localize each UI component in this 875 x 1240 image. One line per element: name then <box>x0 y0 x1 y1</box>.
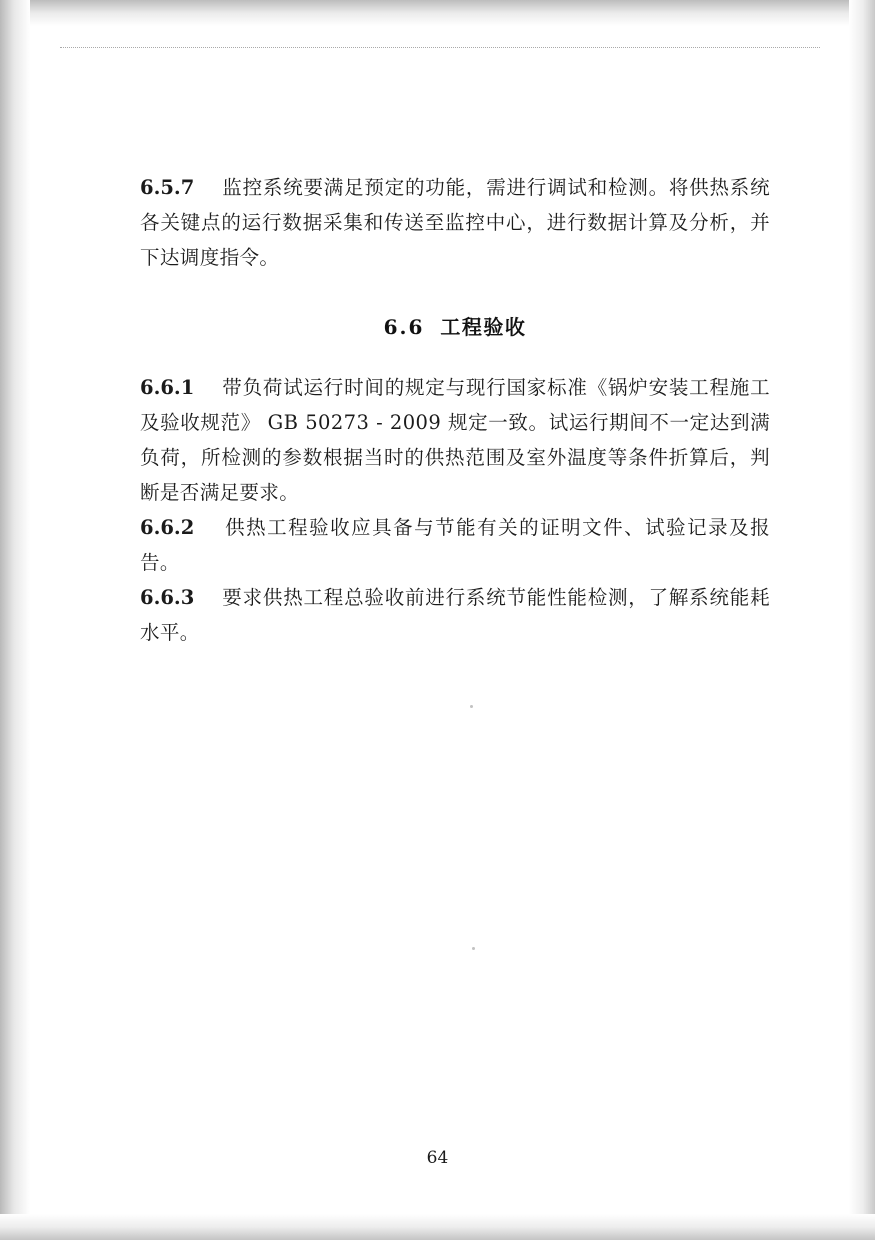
paragraph-6-6-1 <box>140 370 770 510</box>
paragraph-text: 监控系统要满足预定的功能，需进行调试和检测。将供热系统各关键点的运行数据采集和传送至监控中心，进行数据计算及分析，并下达调度指令。 <box>140 176 770 269</box>
section-number: 6.6 <box>383 315 425 339</box>
header-dotted-rule <box>60 47 820 49</box>
paragraph-6-5-7 <box>140 170 770 275</box>
scan-speck <box>472 947 475 950</box>
document-body <box>140 170 770 650</box>
paragraph-number: 6.5.7 <box>140 176 195 199</box>
page-edge-shadow-bottom <box>0 1214 875 1240</box>
paragraph-number: 6.6.2 <box>140 516 195 539</box>
section-title: 工程验收 <box>440 315 527 339</box>
page-edge-shadow-top <box>0 0 875 26</box>
paragraph-text: 供热工程验收应具备与节能有关的证明文件、试验记录及报告。 <box>140 516 770 574</box>
paragraph-number: 6.6.3 <box>140 586 195 609</box>
scan-speck <box>470 705 473 708</box>
paragraph-text: 带负荷试运行时间的规定与现行国家标准《锅炉安装工程施工及验收规范》 GB 50273 - 2009 规定一致。试运行期间不一定达到满负荷，所检测的参数根据当时的供热范围及室外温度等条件折算后，判断是否满足要求。 <box>140 376 770 504</box>
page-edge-shadow-right <box>849 0 875 1240</box>
paragraph-number: 6.6.1 <box>140 376 195 399</box>
paragraph-text: 要求供热工程总验收前进行系统节能性能检测，了解系统能耗水平。 <box>140 586 770 644</box>
section-heading <box>140 311 770 340</box>
paragraph-6-6-2 <box>140 510 770 580</box>
page-edge-shadow-left <box>0 0 30 1240</box>
page-number: 64 <box>426 1148 449 1168</box>
paragraph-6-6-3 <box>140 580 770 650</box>
